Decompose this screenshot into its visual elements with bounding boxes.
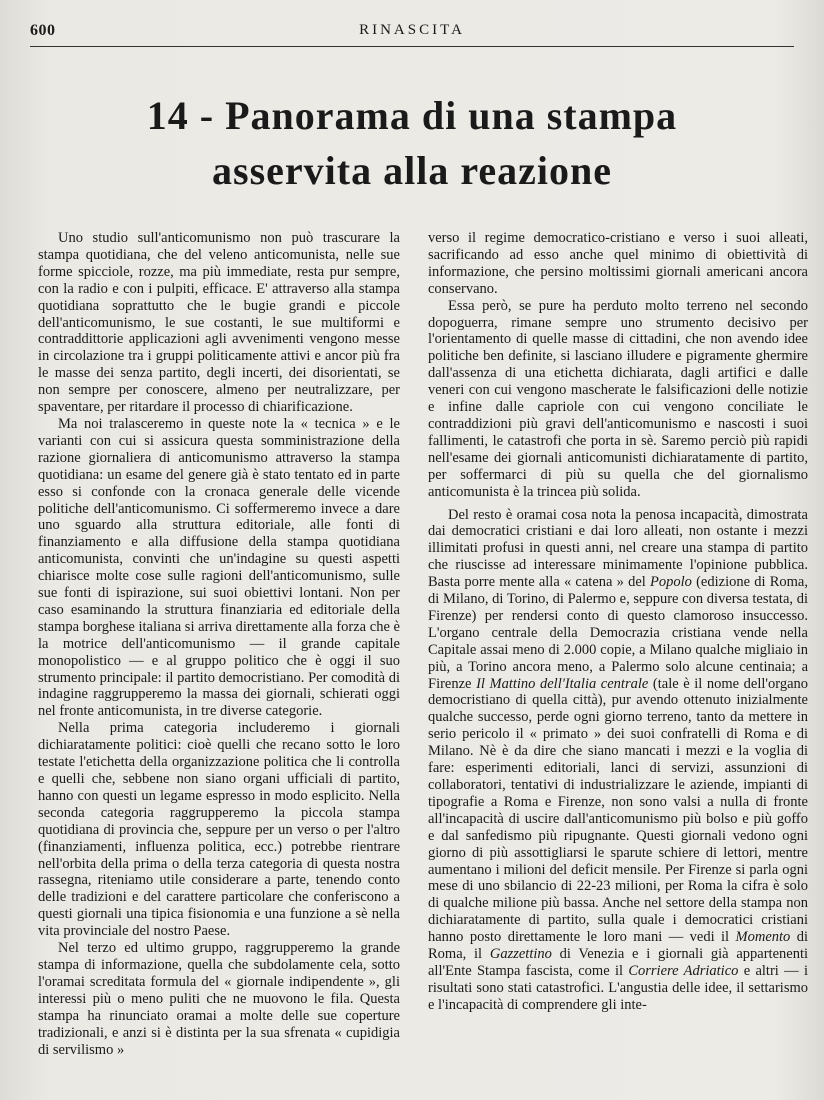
text-run: (edizione di Roma, di Milano, di Torino, di Palermo e, seppure con diversa testata, di Firenze) per rendersi conto di questo clamoroso insuccesso. L'organo centrale della Democrazia cristiana vende nella Capitale assai meno di 2.000 copie, a Milano qualche migliaio in più, a Torino ancora meno, a Palermo solo alcune centinaia; a Firenze <box>428 574 808 692</box>
left-column <box>38 230 400 1058</box>
page-number: 600 <box>30 22 56 39</box>
text-run: Del resto è oramai cosa nota la penosa incapacità, dimostrata dai democratici cristiani e dai loro alleati, non ostante i mezzi illimitati profusi in questi anni, nel creare una stampa di partito che riuscisse ad interessare minimamente l'opinione pubblica. Basta porre mente alla « catena » del <box>428 506 808 591</box>
paragraph: Nella prima categoria includeremo i giornali dichiaratamente politici: cioè quelli che recano sotto le loro testate l'etichetta della organizzazione politica che li controlla e quelli che, sebbene non siano organi ufficiali di partito, hanno con questi un legame espresso in modo esplicito. Nella seconda categoria raggrupperemo la piccola stampa quotidiana di provincia che, seppure per un verso o per l'altro (finanziamenti, influenza politica, ecc.) potrebbe rientrare nell'orbita della prima o della terza categoria di questa nostra rassegna, riteniamo utile considerare a parte, tenendo conto delle tradizioni e del carattere particolare che conferiscono a questi giornali una tipica fisionomia e una funzione a sè nella vita provinciale del nostro Paese. <box>38 720 400 940</box>
article-title-line-1: 14 - Panorama di una stampa <box>146 93 678 138</box>
newspaper-title-corriere-adriatico: Corriere Adriatico <box>628 962 739 979</box>
running-head <box>30 22 794 46</box>
paragraph: Nel terzo ed ultimo gruppo, raggrupperemo la grande stampa di informazione, quella che subdolamente cela, sotto l'oramai screditata formula del « giornale indipendente », gli interessi più o meno puliti che ne muovono le fila. Questa stampa ha rinunciato oramai a molte delle sue coperture tradizionali, e anzi si è distinta per la sua sfrenata « cupidigia di servilismo » <box>38 940 400 1058</box>
text-run: (tale è il nome dell'organo democristiano di quella città), pur avendo ottenuto inizialmente qualche successo, perde ogni giorno terreno, tanto da mettere in serio pericolo il « primato » dei suoi confratelli di Roma e di Milano. Nè è da dire che siano mancati i mezzi e la voglia di fare: esperimenti editoriali, lanci di servizi, assunzioni di collaboratori, tentativi di industrializzare le aziende, impianti di tipografie a Roma e Firenze, non sono valsi a nulla di fronte all'incapacità di uscire dall'anticomunismo più bolso e più goffo e dal sanfedismo più ripugnante. Questi giornali vedono ogni giorno di più assottigliarsi le sparute schiere di lettori, mentre aumentano i milioni del deficit mensile. Per Firenze si parla ogni mese di uno sbilancio di 22-23 milioni, per Roma la cifra è solo di qualche milione più bassa. Anche nel settore della stampa non dichiaratamente di partito, sulla quale i democratici cristiani hanno posto direttamente le loro mani — vedi il <box>428 675 809 946</box>
text-run: di Roma, il <box>428 929 808 963</box>
paragraph <box>428 507 808 1014</box>
header-rule <box>30 46 794 47</box>
newspaper-title-momento: Momento <box>735 929 791 946</box>
newspaper-title-popolo: Popolo <box>650 574 692 591</box>
text-run: di Venezia e i giornali già appartenenti all'Ente Stampa fascista, come il <box>428 946 809 979</box>
newspaper-title-mattino: Il Mattino dell'Italia centrale <box>476 675 649 692</box>
paragraph: Uno studio sull'anticomunismo non può trascurare la stampa quotidiana, che del veleno anticomunista, nelle sue forme spicciole, rozze, ma più immediate, resta pur sempre, con la radio e con i pulpiti, efficace. E' attraverso alla stampa quotidiana soprattutto che le bugie grandi e piccole dell'anticomunismo, le sue costanti, le sue multiformi e contraddittorie applicazioni agli avvenimenti vengono messe in circolazione tra i gruppi politicamente attivi e ancor più fra le masse dei senza partito, degli incerti, dei disorientati, se non sempre per conoscere, almeno per neutralizzare, per spaventare, per ritardare il processo di chiarificazione. <box>38 230 400 416</box>
paragraph: Essa però, se pure ha perduto molto terreno nel secondo dopoguerra, rimane sempre uno strumento decisivo per l'orientamento di quelle masse di cittadini, che non avendo idee politiche ben definite, si lasciano illudere e pigramente ghermire dall'assenza di una etichetta dichiarata, dagli artifici e dalle veneri con cui vengono mascherate le falsificazioni delle notizie e infine dalle capriole con cui vengono conciliate le contraddizioni più gravi dell'anticomunismo e nascosti i suoi fallimenti, le catastrofi che porta in sè. Saremo perciò più rapidi nell'esame dei giornali anticomunisti dichiaratamente di partito, per soffermarci di più su quella che del giornalismo anticomunista è la trincea più solida. <box>428 297 808 500</box>
text-run: e altri — i risultati sono stati catastrofici. L'angustia delle idee, il settarismo e l'incapacità di comprendere gli inte- <box>428 962 808 1013</box>
newspaper-title-gazzettino: Gazzettino <box>489 946 552 963</box>
right-column <box>428 230 808 1014</box>
paragraph-continued: verso il regime democratico-cristiano e verso i suoi alleati, sacrificando ad esso anche quel minimo di obiettività di informazione, che persino moltissimi giornali americani ancora conservano. <box>428 230 808 297</box>
article-title-line-2: asservita alla reazione <box>212 148 612 193</box>
paragraph: Ma noi tralasceremo in queste note la « tecnica » e le varianti con cui si assicura questa somministrazione della razione giornaliera di anticomunismo attraverso la stampa quotidiana: un esame del genere già è stato tentato ed in parte esso si confonde con la cronaca generale delle vicende politiche dell'anticomunismo. Ci soffermeremo invece a dare uno sguardo alla struttura editoriale, alle fonti di finanziamento e alla diffusione della stampa quotidiana anticomunista, convinti che un'indagine su questi aspetti chiarisce molte cose sulle ragioni dell'anticomunismo, sulle sue fonti di ispirazione, sui suoi obiettivi lontani. Non per caso esaminando la struttura finanziaria ed editoriale della stampa borghese italiana si arriva direttamente alla forza che è la motrice dell'anticomunismo — il grande capitale monopolistico — e al gruppo politico che è oggi il suo strumento principale: il partito democristiano. Per comodità di indagine raggrupperemo la massa dei giornali, schierati oggi nel fronte anticomunista, in tre diverse categorie. <box>38 415 400 720</box>
article-title <box>40 88 784 198</box>
journal-name: RINASCITA <box>359 22 465 38</box>
